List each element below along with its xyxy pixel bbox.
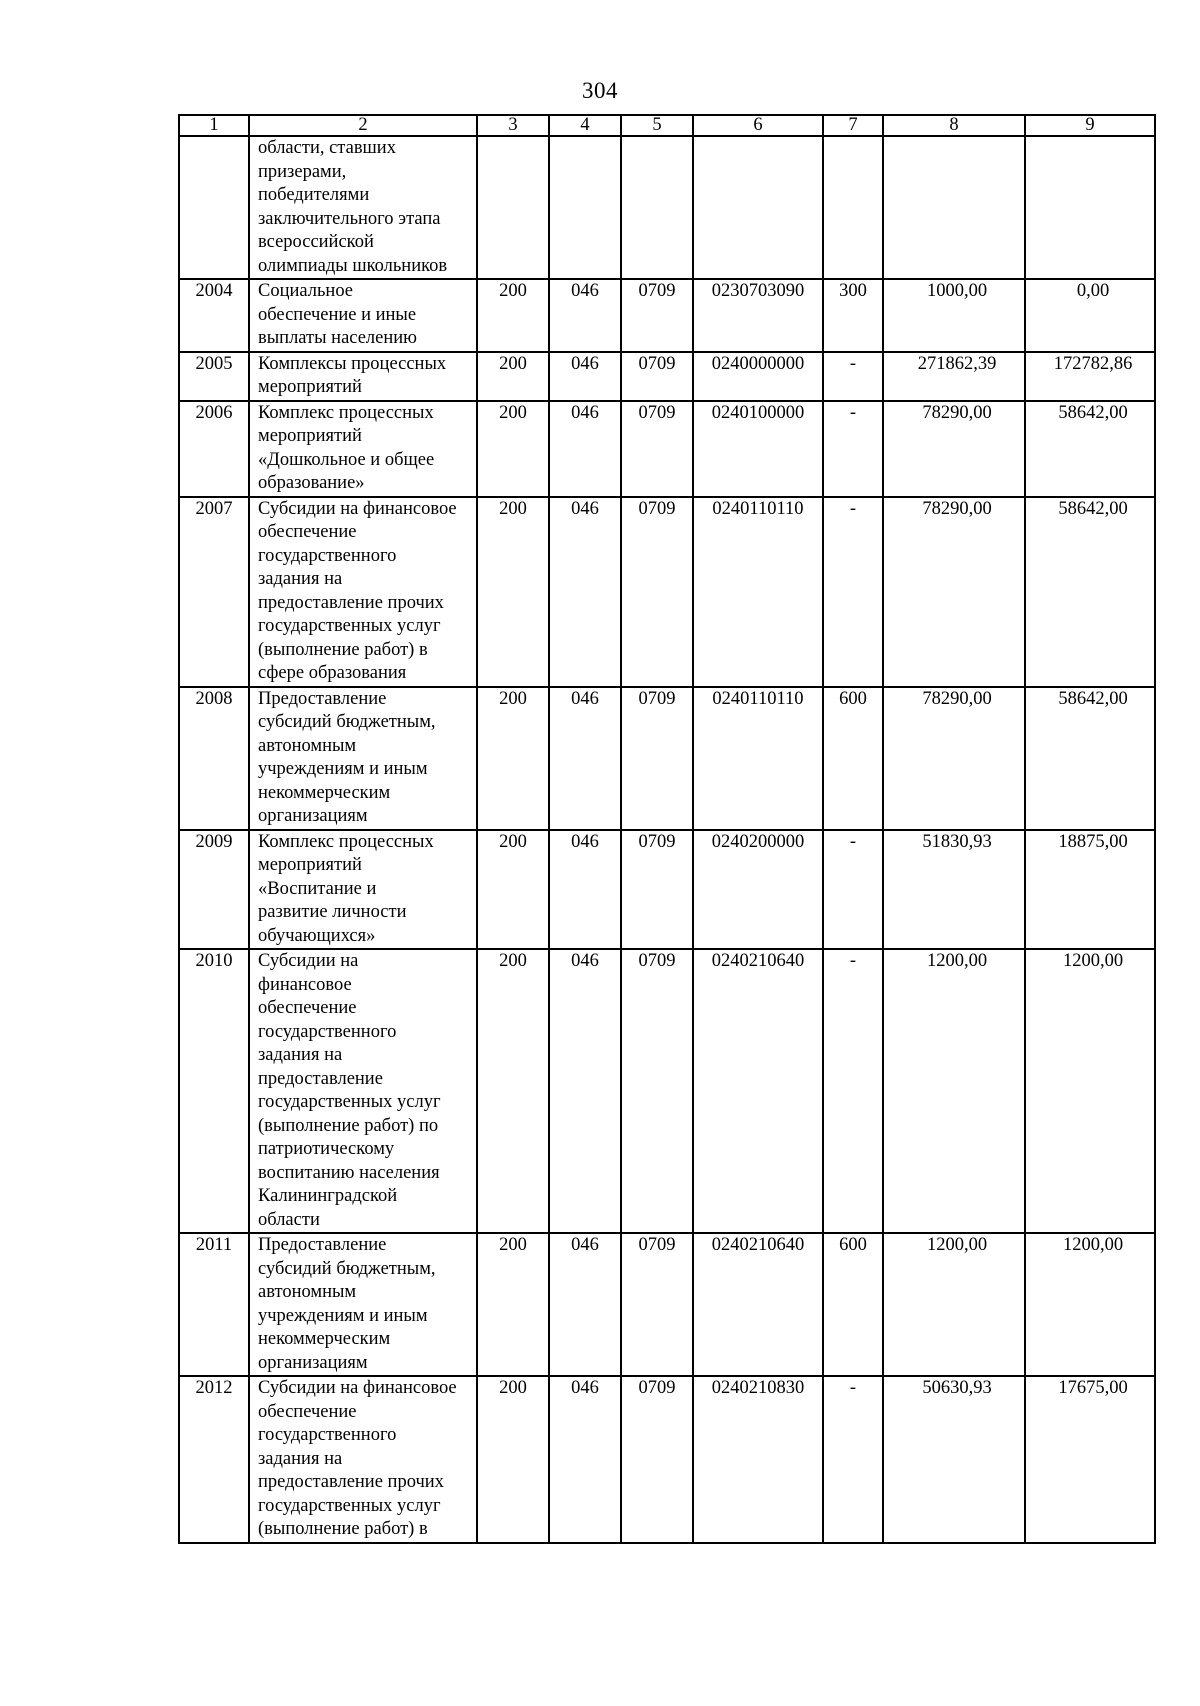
- description-text: Комплексы процессных мероприятий: [258, 353, 447, 397]
- code-4-cell: 046: [549, 1376, 621, 1543]
- amount-9-cell: 1200,00: [1025, 1233, 1155, 1376]
- amount-9-cell: 18875,00: [1025, 830, 1155, 950]
- expense-type-cell: -: [823, 949, 883, 1233]
- amount-8-cell: 78290,00: [883, 687, 1025, 830]
- column-header: 4: [549, 115, 621, 136]
- column-header: 5: [621, 115, 693, 136]
- amount-8-cell: 50630,93: [883, 1376, 1025, 1543]
- table-row: [179, 352, 1155, 401]
- table-row: [179, 687, 1155, 830]
- description-cell: [249, 497, 477, 687]
- code-4-cell: 046: [549, 279, 621, 352]
- code-4-cell: 046: [549, 497, 621, 687]
- header-row: [179, 115, 1155, 136]
- code-4-cell: 046: [549, 352, 621, 401]
- row-number-cell: 2012: [179, 1376, 249, 1543]
- code-3-cell: [477, 136, 549, 279]
- row-number-cell: 2004: [179, 279, 249, 352]
- expense-type-cell: 300: [823, 279, 883, 352]
- amount-9-cell: 0,00: [1025, 279, 1155, 352]
- target-article-cell: 0240210640: [693, 1233, 823, 1376]
- table-row: [179, 1233, 1155, 1376]
- target-article-cell: 0240110110: [693, 687, 823, 830]
- column-header: 8: [883, 115, 1025, 136]
- description-cell: [249, 352, 477, 401]
- expense-type-cell: 600: [823, 687, 883, 830]
- target-article-cell: 0240110110: [693, 497, 823, 687]
- code-3-cell: 200: [477, 497, 549, 687]
- amount-8-cell: 1200,00: [883, 1233, 1025, 1376]
- description-text: Субсидии на финансовое обеспечение государственного задания на предоставление государственных услуг (выполнение работ) по патриотическому воспитанию населения Калининградской области: [258, 951, 441, 1230]
- code-4-cell: 046: [549, 401, 621, 497]
- code-4-cell: 046: [549, 1233, 621, 1376]
- column-header: 3: [477, 115, 549, 136]
- amount-8-cell: 78290,00: [883, 401, 1025, 497]
- amount-9-cell: [1025, 136, 1155, 279]
- target-article-cell: 0240200000: [693, 830, 823, 950]
- amount-9-cell: 1200,00: [1025, 949, 1155, 1233]
- amount-9-cell: 17675,00: [1025, 1376, 1155, 1543]
- target-article-cell: 0230703090: [693, 279, 823, 352]
- page-number: 304: [582, 78, 618, 103]
- description-text: Субсидии на финансовое обеспечение государственного задания на предоставление прочих государственных услуг (выполнение работ) в: [258, 1378, 457, 1539]
- expense-type-cell: -: [823, 1376, 883, 1543]
- table-row: [179, 1376, 1155, 1543]
- amount-9-cell: 58642,00: [1025, 401, 1155, 497]
- table-row: [179, 497, 1155, 687]
- description-cell: [249, 830, 477, 950]
- description-cell: [249, 279, 477, 352]
- column-header: 7: [823, 115, 883, 136]
- code-5-cell: 0709: [621, 1233, 693, 1376]
- table-row: [179, 830, 1155, 950]
- description-cell: [249, 1376, 477, 1543]
- code-5-cell: 0709: [621, 830, 693, 950]
- description-text: Комплекс процессных мероприятий «Дошкольное и общее образование»: [258, 402, 435, 493]
- code-3-cell: 200: [477, 1376, 549, 1543]
- column-header: 2: [249, 115, 477, 136]
- row-number-cell: 2010: [179, 949, 249, 1233]
- amount-8-cell: [883, 136, 1025, 279]
- description-text: Предоставление субсидий бюджетным, автономным учреждениям и иным некоммерческим организациям: [258, 688, 436, 826]
- amount-9-cell: 172782,86: [1025, 352, 1155, 401]
- row-number-cell: 2005: [179, 352, 249, 401]
- amount-8-cell: 271862,39: [883, 352, 1025, 401]
- description-cell: [249, 136, 477, 279]
- code-3-cell: 200: [477, 830, 549, 950]
- row-number-cell: 2008: [179, 687, 249, 830]
- code-5-cell: 0709: [621, 949, 693, 1233]
- expense-type-cell: -: [823, 830, 883, 950]
- code-5-cell: 0709: [621, 352, 693, 401]
- target-article-cell: 0240210830: [693, 1376, 823, 1543]
- description-text: Комплекс процессных мероприятий «Воспитание и развитие личности обучающихся»: [258, 831, 434, 946]
- table-row: [179, 279, 1155, 352]
- code-3-cell: 200: [477, 279, 549, 352]
- code-3-cell: 200: [477, 352, 549, 401]
- code-5-cell: 0709: [621, 687, 693, 830]
- description-cell: [249, 687, 477, 830]
- description-cell: [249, 401, 477, 497]
- target-article-cell: 0240100000: [693, 401, 823, 497]
- column-header: 1: [179, 115, 249, 136]
- table-row: [179, 136, 1155, 279]
- description-cell: [249, 949, 477, 1233]
- amount-8-cell: 1000,00: [883, 279, 1025, 352]
- code-3-cell: 200: [477, 401, 549, 497]
- target-article-cell: [693, 136, 823, 279]
- code-3-cell: 200: [477, 687, 549, 830]
- amount-9-cell: 58642,00: [1025, 687, 1155, 830]
- code-4-cell: 046: [549, 830, 621, 950]
- row-number-cell: 2011: [179, 1233, 249, 1376]
- amount-8-cell: 78290,00: [883, 497, 1025, 687]
- amount-9-cell: 58642,00: [1025, 497, 1155, 687]
- budget-table: [178, 114, 1156, 1544]
- expense-type-cell: 600: [823, 1233, 883, 1376]
- expense-type-cell: -: [823, 352, 883, 401]
- table-row: [179, 949, 1155, 1233]
- amount-8-cell: 1200,00: [883, 949, 1025, 1233]
- description-text: Социальное обеспечение и иные выплаты населению: [258, 281, 417, 348]
- code-4-cell: [549, 136, 621, 279]
- description-text: Предоставление субсидий бюджетным, автономным учреждениям и иным некоммерческим организациям: [258, 1235, 436, 1373]
- code-5-cell: [621, 136, 693, 279]
- code-4-cell: 046: [549, 949, 621, 1233]
- row-number-cell: 2009: [179, 830, 249, 950]
- code-5-cell: 0709: [621, 279, 693, 352]
- target-article-cell: 0240210640: [693, 949, 823, 1233]
- table-row: [179, 401, 1155, 497]
- target-article-cell: 0240000000: [693, 352, 823, 401]
- expense-type-cell: -: [823, 401, 883, 497]
- table-body: [179, 136, 1155, 1543]
- expense-type-cell: -: [823, 497, 883, 687]
- code-5-cell: 0709: [621, 1376, 693, 1543]
- column-header: 6: [693, 115, 823, 136]
- code-5-cell: 0709: [621, 497, 693, 687]
- expense-type-cell: [823, 136, 883, 279]
- description-cell: [249, 1233, 477, 1376]
- column-header: 9: [1025, 115, 1155, 136]
- code-5-cell: 0709: [621, 401, 693, 497]
- description-text: области, ставших призерами, победителями заключительного этапа всероссийской олимпиады школьников: [258, 138, 448, 276]
- code-4-cell: 046: [549, 687, 621, 830]
- row-number-cell: 2006: [179, 401, 249, 497]
- code-3-cell: 200: [477, 1233, 549, 1376]
- row-number-cell: [179, 136, 249, 279]
- code-3-cell: 200: [477, 949, 549, 1233]
- description-text: Субсидии на финансовое обеспечение государственного задания на предоставление прочих государственных услуг (выполнение работ) в сфере образования: [258, 498, 457, 683]
- amount-8-cell: 51830,93: [883, 830, 1025, 950]
- row-number-cell: 2007: [179, 497, 249, 687]
